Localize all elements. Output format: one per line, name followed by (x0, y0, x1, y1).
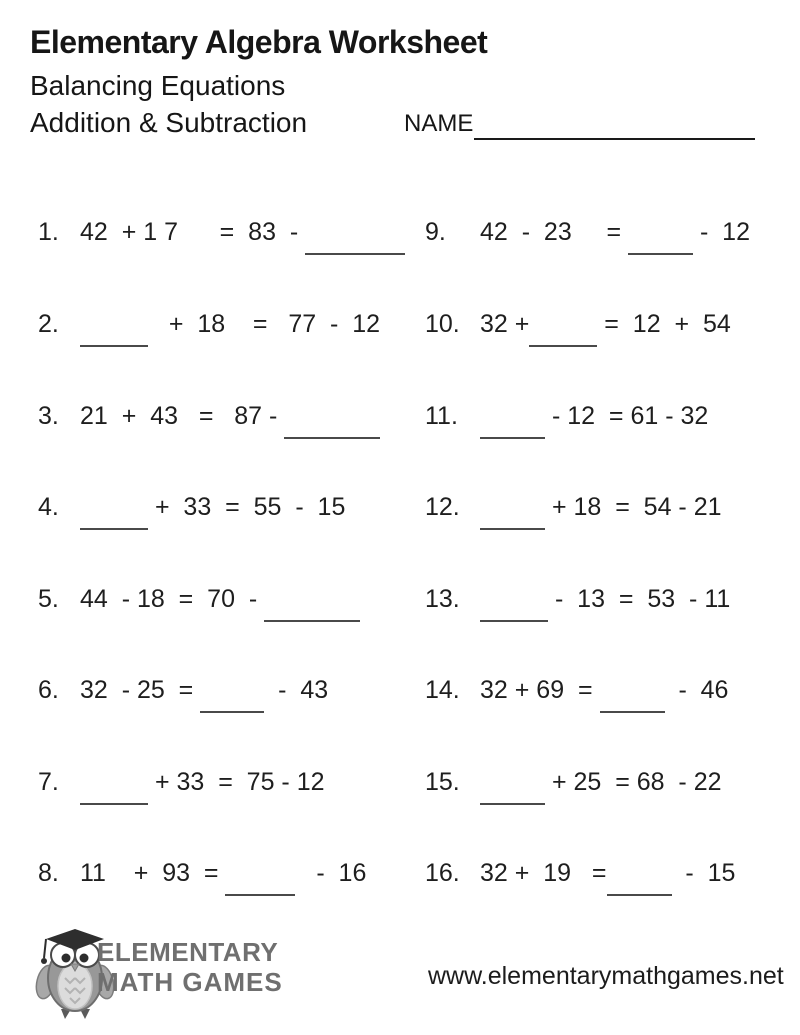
answer-blank[interactable] (529, 341, 597, 347)
answer-blank[interactable] (628, 249, 693, 255)
problem-number: 3. (38, 402, 59, 430)
equation-text: 44 - 18 = 70 - (80, 585, 265, 613)
answer-blank[interactable] (600, 707, 665, 713)
equation-text: 11 + 93 = (80, 859, 226, 887)
equation-text: 42 - 23 = (480, 218, 628, 246)
equation-text: - 13 = 53 - 11 (548, 585, 731, 613)
logo-line-math-games: MATH GAMES (97, 966, 283, 997)
problem-1 (38, 218, 405, 247)
answer-blank[interactable] (80, 799, 148, 805)
problem-10 (425, 310, 731, 339)
logo-wordmark (97, 938, 283, 998)
equation-text: - 15 (671, 859, 736, 887)
equation-text: + 18 = 54 - 21 (545, 493, 722, 521)
page-subtitle-operation: Addition & Subtraction (30, 107, 308, 138)
equation-text: - 12 (693, 218, 750, 246)
answer-blank[interactable] (225, 890, 295, 896)
problem-8 (38, 859, 366, 888)
problem-12 (425, 493, 722, 522)
problem-9 (425, 218, 750, 247)
answer-blank[interactable] (305, 249, 405, 255)
problem-6 (38, 676, 328, 705)
answer-blank[interactable] (607, 890, 672, 896)
answer-blank[interactable] (480, 433, 545, 439)
equation-text: + 25 = 68 - 22 (545, 768, 722, 796)
equation-text: - 16 (295, 859, 367, 887)
equation-text: 32 - 25 = (80, 676, 201, 704)
problem-number: 9. (425, 218, 446, 246)
problem-number: 14. (425, 676, 460, 704)
problem-number: 6. (38, 676, 59, 704)
equation-text: + 18 = 77 - 12 (148, 310, 381, 338)
answer-blank[interactable] (80, 341, 148, 347)
answer-blank[interactable] (80, 524, 148, 530)
problem-3 (38, 402, 380, 431)
equation-text: - 43 (264, 676, 329, 704)
problem-number: 2. (38, 310, 59, 338)
problem-14 (425, 676, 728, 705)
problem-15 (425, 768, 722, 797)
problem-number: 15. (425, 768, 460, 796)
problem-number: 10. (425, 310, 460, 338)
page-title: Elementary Algebra Worksheet (30, 24, 488, 60)
problem-13 (425, 585, 730, 614)
problem-7 (38, 768, 325, 797)
problem-4 (38, 493, 345, 522)
problem-5 (38, 585, 360, 614)
problem-number: 13. (425, 585, 460, 613)
answer-blank[interactable] (480, 799, 545, 805)
equation-text: + 33 = 75 - 12 (148, 768, 325, 796)
equation-text: + 33 = 55 - 15 (148, 493, 346, 521)
answer-blank[interactable] (480, 524, 545, 530)
equation-text: - 12 = 61 - 32 (545, 402, 709, 430)
answer-blank[interactable] (284, 433, 380, 439)
equation-text: - 46 (664, 676, 729, 704)
problem-number: 1. (38, 218, 59, 246)
answer-blank[interactable] (264, 616, 360, 622)
problem-number: 8. (38, 859, 59, 887)
name-input-line[interactable] (474, 116, 755, 140)
problem-16 (425, 859, 735, 888)
problem-11 (425, 402, 708, 431)
problem-number: 4. (38, 493, 59, 521)
equation-text: 21 + 43 = 87 - (80, 402, 285, 430)
website-url: www.elementarymathgames.net (428, 962, 784, 990)
equation-text: 32 + 69 = (480, 676, 600, 704)
problem-2 (38, 310, 380, 339)
problem-number: 5. (38, 585, 59, 613)
equation-text: 32 + 19 = (480, 859, 607, 887)
answer-blank[interactable] (480, 616, 548, 622)
logo-line-elementary: ELEMENTARY (97, 937, 279, 967)
equation-text: 42 + 1 7 = 83 - (80, 218, 306, 246)
equation-text: 32 + (480, 310, 530, 338)
name-label: NAME (404, 110, 474, 137)
page-subtitle-balancing: Balancing Equations (30, 70, 286, 101)
problem-number: 7. (38, 768, 59, 796)
equation-text: = 12 + 54 (597, 310, 731, 338)
problem-number: 16. (425, 859, 460, 887)
problem-number: 12. (425, 493, 460, 521)
answer-blank[interactable] (200, 707, 264, 713)
problem-number: 11. (425, 402, 458, 430)
